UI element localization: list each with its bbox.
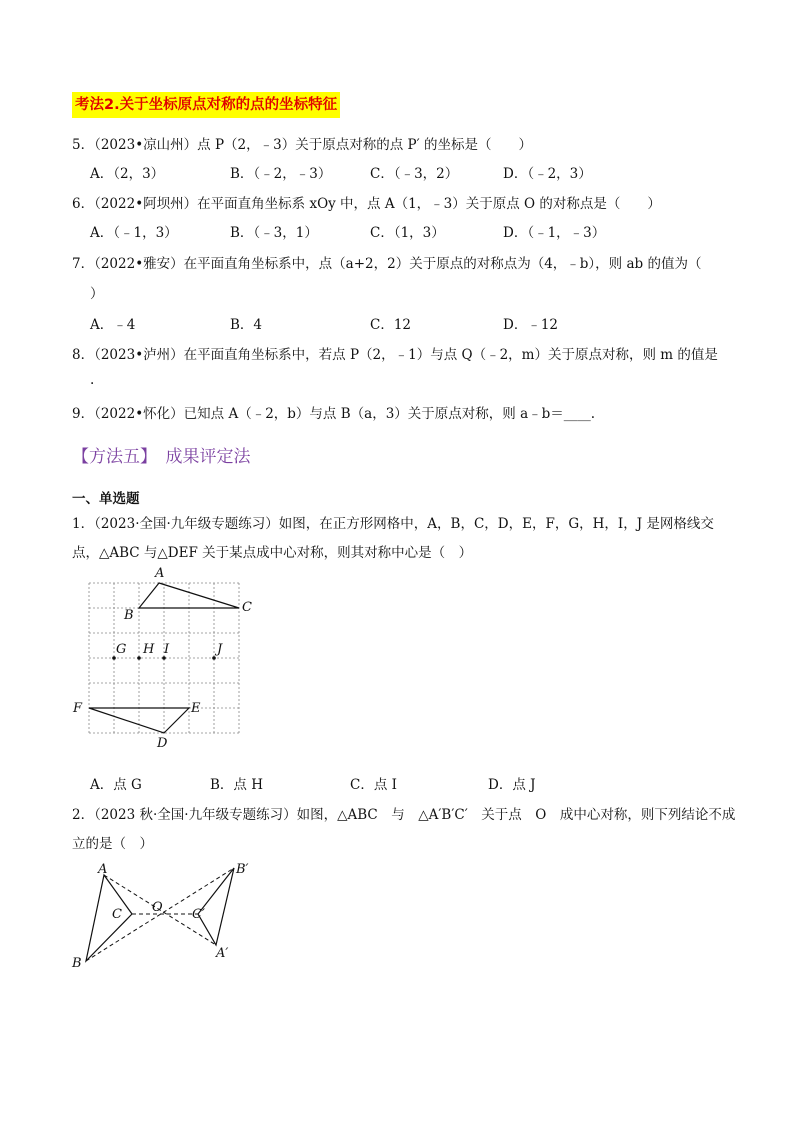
sq1-option-b: B．点 H [210, 777, 263, 793]
sq1-option-d: D．点 J [488, 777, 536, 793]
label-A-prime: A′ [216, 946, 229, 961]
q7-option-c: C．12 [370, 317, 412, 333]
label-D: D [157, 736, 168, 751]
question-7: 7．（2022•雅安）在平面直角坐标系中，点（a+2，2）关于原点的对称点为（4，﹣b），则 ab 的值为（ [72, 256, 702, 272]
label-J: J [217, 642, 223, 657]
label-C-prime: C′ [192, 907, 205, 922]
label-A-2: A [98, 862, 108, 877]
q6-option-c: C．（1，3） [370, 225, 445, 241]
question-7-cont: ） [90, 286, 104, 302]
question-8-cont: . [90, 372, 95, 388]
question-6: 6．（2022•阿坝州）在平面直角坐标系 xOy 中，点 A（1，﹣3）关于原点 O 的对称点是（ ） [72, 196, 661, 212]
label-B-prime: B′ [236, 862, 249, 877]
q5-option-d: D．（﹣2，3） [503, 166, 592, 182]
sq1-text: 1．（2023·全国·九年级专题练习）如图，在正方形网格中，A，B，C，D，E，F，G，H，I，J 是网格线交 [72, 516, 714, 532]
sq1-text-cont: 点，△ABC 与△DEF 关于某点成中心对称，则其对称中心是（ ） [72, 545, 473, 561]
q7-option-a: A．﹣4 [90, 317, 136, 333]
sq2-text: 2．（2023 秋·全国·九年级专题练习）如图，△ABC 与 △A′B′C′ 关于点 O 成中心对称，则下列结论不成 [72, 807, 736, 823]
label-H: H [143, 642, 155, 657]
q7-option-b: B．4 [230, 317, 263, 333]
label-C-2: C [112, 907, 122, 922]
label-C: C [242, 600, 252, 615]
label-B: B [124, 608, 134, 623]
question-8: 8．（2023•泸州）在平面直角坐标系中，若点 P（2，﹣1）与点 Q（﹣2，m）关于原点对称，则 m 的值是 [72, 347, 718, 363]
label-E: E [191, 701, 201, 716]
q6-option-d: D．（﹣1，﹣3） [503, 225, 606, 241]
question-5: 5．（2023•凉山州）点 P（2，﹣3）关于原点对称的点 P′ 的坐标是（ ） [72, 137, 532, 153]
label-F: F [73, 701, 83, 716]
sq2-text-cont: 立的是（ ） [72, 836, 153, 852]
grid-figure [60, 560, 280, 760]
q6-option-a: A．（﹣1，3） [90, 225, 178, 241]
q6-option-b: B．（﹣3，1） [230, 225, 318, 241]
method-title: 【方法五】 成果评定法 [72, 447, 251, 467]
sq1-option-c: C．点 I [350, 777, 397, 793]
label-I: I [164, 642, 170, 657]
q5-option-b: B．（﹣2，﹣3） [230, 166, 332, 182]
symmetry-figure [60, 855, 280, 975]
label-A: A [155, 566, 165, 581]
q5-option-a: A．（2，3） [90, 166, 165, 182]
section-heading: 考法2.关于坐标原点对称的点的坐标特征 [72, 92, 340, 118]
label-B-2: B [72, 956, 82, 971]
question-9: 9．（2022•怀化）已知点 A（﹣2，b）与点 B（a，3）关于原点对称，则 a﹣b＝____. [72, 406, 596, 422]
sq1-option-a: A．点 G [90, 777, 142, 793]
section-title: 一、单选题 [72, 491, 140, 507]
q7-option-d: D．﹣12 [503, 317, 559, 333]
q5-option-c: C．（﹣3，2） [370, 166, 459, 182]
label-G: G [116, 642, 127, 657]
label-O: O [152, 900, 163, 915]
